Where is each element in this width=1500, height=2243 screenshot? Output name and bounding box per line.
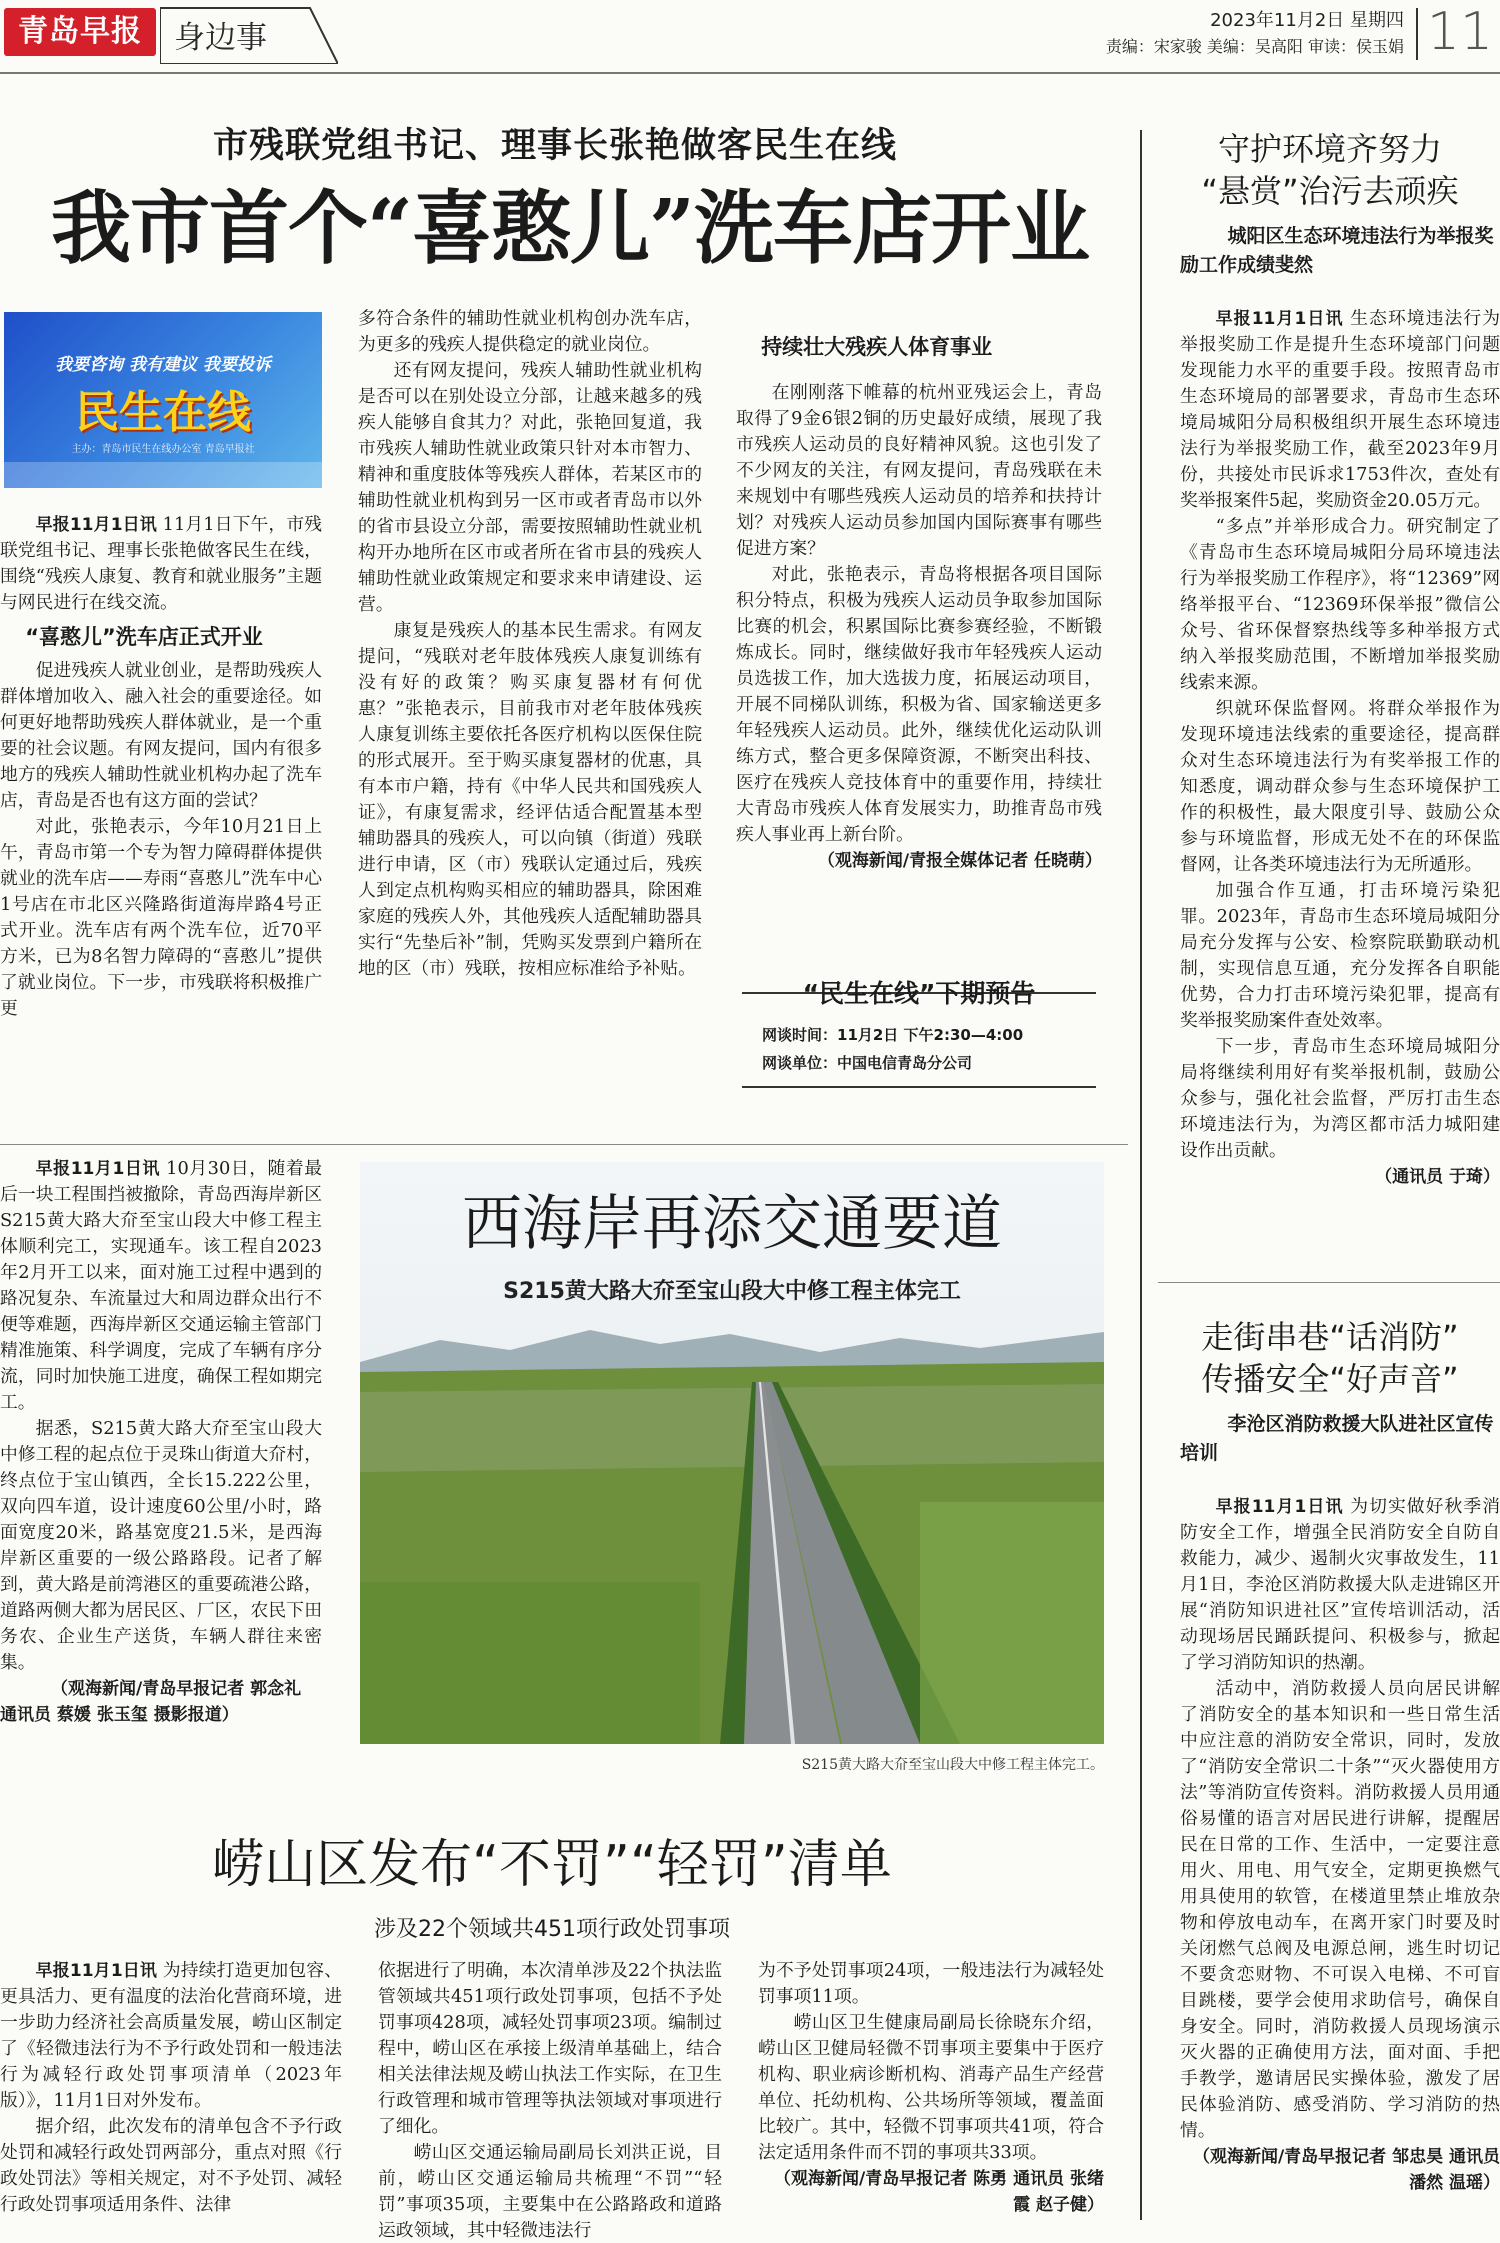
env-body: 早报11月1日讯 生态环境违法行为举报奖励工作是提升生态环境部门问题发现能力水平的重要手段。按照青岛市生态环境局的部署要求，青岛市生态环境局城阳分局积极组织开展生态环境违法行为举报奖励工作，截至2023年9月份，共接处市民诉求1753件次，查处有奖举报案件5起，奖励资金20.05万元。 “多点”并举形成合力。研究制定了《青岛市生态环境局城阳分局环境违法行为举报奖励工作程序》，将“12369”网络举报平台、“12369环保举报”微信公众号、省环保督察热线等多种举报方式纳入举报奖励范围，不断增加举报奖励线索来源。 织就环保监督网。将群众举报作为发现环境违法线索的重要途径，提高群众对生态环境违法行为有奖举报工作的知悉度，调动群众参与生态环境保护工作的积极性，最大限度引导、鼓励公众参与环境监督，形成无处不在的环保监督网，让各类环境违法行为无所遁形。 加强合作互通，打击环境污染犯罪。2023年，青岛市生态环境局城阳分局充分发挥与公安、检察院联勤联动机制，实现信息互通，充分发挥各自职能优势，合力打击环境污染犯罪，提高有奖举报奖励案件查处效率。 下一步，青岛市生态环境局城阳分局将继续利用好有奖举报机制，鼓励公众参与，强化社会监督，严厉打击生态环境违法行为，为湾区都市活力城阳建设作出贡献。 （通讯员 于琦） bbox=[1180, 308, 1500, 1187]
main-headline: 我市首个“喜憨儿”洗车店开业 bbox=[50, 181, 1090, 275]
laoshan-headline: 崂山区发布“不罚”“轻罚”清单 bbox=[212, 1835, 892, 1895]
fire-subtitle: 李沧区消防救援大队进社区宣传培训 bbox=[1180, 1413, 1494, 1464]
fire-title-2: 传播安全“好声音” bbox=[1201, 1360, 1459, 1398]
env-subtitle: 城阳区生态环境违法行为举报奖励工作成绩斐然 bbox=[1180, 225, 1494, 276]
fire-title-1: 走街串巷“话消防” bbox=[1201, 1318, 1459, 1356]
main-bottom-rule bbox=[0, 1144, 1128, 1145]
right-mid-rule bbox=[1158, 1282, 1500, 1283]
section-tab: 身边事 bbox=[160, 4, 338, 64]
date-line: 2023年11月2日 星期四 bbox=[1210, 10, 1404, 31]
minsheng-banner: 我要咨询 我有建议 我要投诉 民生在线 主办：青岛市民生在线办公室 青岛早报社 bbox=[4, 312, 322, 488]
main-col1: 早报11月1日讯 11月1日下午，市残联党组书记、理事长张艳做客民生在线，围绕“残疾人康复、教育和就业服务”主题与网民进行在线交流。 “喜憨儿”洗车店正式开业 促进残疾人就业创业，是帮助残疾人群体增加收入、融入社会的重要途径。如何更好地帮助残疾人群体就业，是一个重要的社会议题。有网友提问，国内有很多地方的残疾人辅助性就业机构办起了洗车店，青岛是否也有这方面的尝试？ 对此，张艳表示，今年10月21日上午，青岛市第一个专为智力障碍群体提供就业的洗车店——寿雨“喜憨儿”洗车中心1号店在市北区兴隆路街道海岸路4号正式开业。洗车店有两个洗车位，近70平方米，已为8名智力障碍的“喜憨儿”提供了就业岗位。下一步，市残联将积极推广更 bbox=[0, 514, 322, 1019]
subhead-xihan: “喜憨儿”洗车店正式开业 bbox=[25, 625, 263, 649]
header-divider bbox=[1416, 8, 1418, 60]
road-subhead: S215黄大路大夼至宝山段大中修工程主体完工 bbox=[503, 1279, 961, 1304]
laoshan-col3: 为不予处罚事项24项，一般违法行为减轻处罚事项11项。 崂山区卫生健康局副局长徐晓东介绍，崂山区卫健局轻微不罚事项主要集中于医疗机构、职业病诊断机构、消毒产品生产经营单位、托幼机构、公共场所等领域，覆盖面比较广。其中，轻微不罚事项共41项，符合法定适用条件而不罚的事项共33项。 （观海新闻/青岛早报记者 陈勇 通讯员 张绪霞 赵子健） bbox=[758, 1960, 1104, 2215]
page-number: 11 bbox=[1426, 2, 1494, 62]
header-rule bbox=[0, 72, 1500, 74]
editor-line: 责编：宋家骏 美编：吴高阳 审读：侯玉娟 bbox=[1105, 37, 1404, 56]
road-caption: S215黄大路大夼至宝山段大中修工程主体完工。 bbox=[801, 1757, 1104, 1773]
road-photo bbox=[360, 1162, 1104, 1744]
preview-box: “民生在线”下期预告 网谈时间：11月2日 下午2:30—4:00 网谈单位：中国电信青岛分公司 bbox=[742, 992, 1096, 1088]
laoshan-col1: 早报11月1日讯 为持续打造更加包容、更具活力、更有温度的法治化营商环境，进一步助力经济社会高质量发展，崂山区制定了《轻微违法行为不予行政处罚和一般违法行为减轻行政处罚事项清单（2023年版）》，11月1日对外发布。 据介绍，此次发布的清单包含不予行政处罚和减轻行政处罚两部分，重点对照《行政处罚法》等相关规定，对不予处罚、减轻行政处罚事项适用条件、法律 bbox=[0, 1960, 342, 2215]
right-column-rule bbox=[1140, 130, 1142, 2220]
env-title-2: “悬赏”治污去顽疾 bbox=[1201, 172, 1459, 210]
laoshan-subhead: 涉及22个领域共451项行政处罚事项 bbox=[374, 1917, 730, 1942]
road-text: 早报11月1日讯 10月30日，随着最后一块工程围挡被撤除，青岛西海岸新区S215黄大路大夼至宝山段大中修工程主体顺利完工，实现通车。该工程自2023年2月开工以来，面对施工过程中遇到的路况复杂、车流量过大和周边群众出行不便等难题，西海岸新区交通运输主管部门精准施策、科学调度，完成了车辆有序分流，同时加快施工进度，确保工程如期完工。 据悉，S215黄大路大夼至宝山段大中修工程的起点位于灵珠山街道大夼村，终点位于宝山镇西，全长15.222公里，双向四车道，设计速度60公里/小时，路面宽度20米，路基宽度21.5米，是西海岸新区重要的一级公路路段。记者了解到，黄大路是前湾港区的重要疏港公路，道路两侧大都为居民区、厂区，农民下田务农、企业生产送货，车辆人群往来密集。 （观海新闻/青岛早报记者 郭念礼 通讯员 蔡媛 张玉玺 摄影报道） bbox=[0, 1158, 322, 1725]
main-col3: 持续壮大残疾人体育事业 在刚刚落下帷幕的杭州亚残运会上，青岛取得了9金6银2铜的历史最好成绩，展现了我市残疾人运动员的良好精神风貌。这也引发了不少网友的关注，有网友提问，青岛残联在未来规划中有哪些残疾人运动员的培养和扶持计划？对残疾人运动员参加国内国际赛事有哪些促进方案？ 对此，张艳表示，青岛将根据各项目国际积分特点，积极为残疾人运动员争取参加国际比赛的机会，积累国际比赛参赛经验，不断锻炼成长。同时，继续做好我市年轻残疾人运动员选拔工作，加大选拔力度，拓展运动项目，开展不同梯队训练，积极为省、国家输送更多年轻残疾人运动员。此外，继续优化运动队训练方式，整合更多保障资源，不断突出科技、医疗在残疾人竞技体育中的重要作用，持续壮大青岛市残疾人体育发展实力，助推青岛市残疾人事业再上新台阶。 （观海新闻/青报全媒体记者 任晓萌） bbox=[736, 326, 1102, 874]
main-col2: 多符合条件的辅助性就业机构创办洗车店，为更多的残疾人提供稳定的就业岗位。 还有网友提问，残疾人辅助性就业机构是否可以在别处设立分部，让越来越多的残疾人能够自食其力？对此，张艳回复道，我市残疾人辅助性就业政策只针对本市智力、精神和重度肢体等残疾人群体，若某区市的辅助性就业机构到另一区市或者青岛市以外的省市县设立分部，需要按照辅助性就业机构开办地所在区市或者所在省市县的残疾人辅助性就业政策规定和要求来申请建设、运营。 康复是残疾人的基本民生需求。有网友提问，“残联对老年肢体残疾人康复训练有没有好的政策？购买康复器材有何优惠？”张艳表示，目前我市对老年肢体残疾人康复训练主要依托各医疗机构以医保住院的形式展开。至于购买康复器材的优惠，具有本市户籍，持有《中华人民共和国残疾人证》，有康复需求，经评估适合配置基本型辅助器具的残疾人，可以向镇（街道）残联进行申请，区（市）残联认定通过后，残疾人到定点机构购买相应的辅助器具，除困难家庭的残疾人外，其他残疾人适配辅助器具实行“先垫后补”制，凭购买发票到户籍所在地的区（市）残联，按相应标准给予补贴。 bbox=[358, 308, 702, 979]
laoshan-col2: 依据进行了明确，本次清单涉及22个执法监管领域共451项行政处罚事项，包括不予处罚事项428项，减轻处罚事项23项。编制过程中，崂山区在承接上级清单基础上，结合相关法律法规及崂山执法工作实际，在卫生行政管理和城市管理等执法领域对事项进行了细化。 崂山区交通运输局副局长刘洪正说，目前，崂山区交通运输局共梳理“不罚”“轻罚”事项35项，主要集中在公路路政和道路运政领域，其中轻微违法行 bbox=[378, 1960, 722, 2241]
fire-body: 早报11月1日讯 为切实做好秋季消防安全工作，增强全民消防安全自防自救能力，减少、遏制火灾事故发生，11月1日，李沧区消防救援大队走进锦区开展“消防知识进社区”宣传培训活动，活动现场居民踊跃提问、积极参与，掀起了学习消防知识的热潮。 活动中，消防救援人员向居民讲解了消防安全的基本知识和一些日常生活中应注意的消防安全常识，同时，发放了“消防安全常识二十条”“灭火器使用方法”等消防宣传资料。消防救援人员用通俗易懂的语言对居民进行讲解，提醒居民在日常的工作、生活中，一定要注意用火、用电、用气安全，定期更换燃气用具使用的软管，在楼道里禁止堆放杂物和停放电动车，在离开家门时要及时关闭燃气总阀及电源总闸，逃生时切记不要贪恋财物、不可误入电梯、不可盲目跳楼，要学会使用求助信号，确保自身安全。同时，消防救援人员现场演示灭火器的正确使用方法，面对面、手把手教学，邀请居民实操体验，激发了居民体验消防、感受消防、学习消防的热情。 （观海新闻/青岛早报记者 邹忠昊 通讯员 潘然 温瑶） bbox=[1180, 1496, 1500, 2193]
main-kicker: 市残联党组书记、理事长张艳做客民生在线 bbox=[212, 125, 897, 166]
subhead-sports: 持续壮大残疾人体育事业 bbox=[761, 335, 993, 359]
masthead bbox=[0, 0, 1500, 74]
paper-logo: 青岛早报 bbox=[4, 8, 156, 56]
road-headline: 西海岸再添交通要道 bbox=[462, 1189, 1002, 1259]
env-title-1: 守护环境齐努力 bbox=[1217, 130, 1442, 168]
